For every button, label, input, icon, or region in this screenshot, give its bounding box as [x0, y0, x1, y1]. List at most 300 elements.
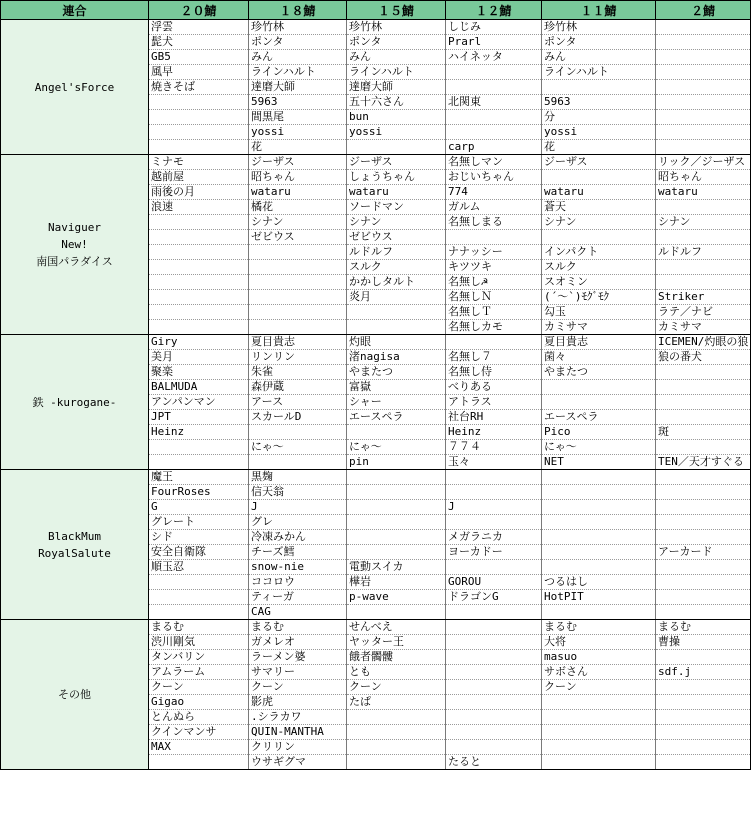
member-cell: 774	[446, 185, 542, 200]
alliance-name: Angel'sForce	[34, 80, 115, 94]
member-cell: 菌々	[542, 350, 656, 365]
member-cell: にゃ～	[249, 440, 347, 455]
alliance-name-cell	[1, 155, 149, 335]
member-cell: 影虎	[249, 695, 347, 710]
member-cell: wataru	[656, 185, 751, 200]
member-cell: 朱雀	[249, 365, 347, 380]
member-cell	[542, 500, 656, 515]
member-cell	[542, 170, 656, 185]
table-row	[1, 155, 751, 170]
table-row	[1, 20, 751, 35]
member-cell: キツツキ	[446, 260, 542, 275]
member-cell: 名無しＴ	[446, 305, 542, 320]
member-cell: ラテ／ナビ	[656, 305, 751, 320]
member-cell	[249, 245, 347, 260]
member-cell: p-wave	[347, 590, 446, 605]
member-cell	[656, 125, 751, 140]
member-cell: 五十六さん	[347, 95, 446, 110]
member-cell: スルク	[347, 260, 446, 275]
member-cell	[656, 710, 751, 725]
member-cell	[656, 500, 751, 515]
member-cell	[149, 215, 249, 230]
member-cell	[347, 755, 446, 770]
member-cell: 名無しまる	[446, 215, 542, 230]
member-cell: クーン	[249, 680, 347, 695]
member-cell	[347, 545, 446, 560]
member-cell: リンリン	[249, 350, 347, 365]
member-cell: スオミン	[542, 275, 656, 290]
member-cell	[542, 80, 656, 95]
member-cell: ラインハルト	[347, 65, 446, 80]
member-cell: NET	[542, 455, 656, 470]
member-cell	[656, 380, 751, 395]
member-cell	[446, 80, 542, 95]
member-cell	[656, 35, 751, 50]
member-cell: 雨後の月	[149, 185, 249, 200]
member-cell: みん	[347, 50, 446, 65]
member-cell: 社台RH	[446, 410, 542, 425]
member-cell	[446, 650, 542, 665]
member-cell: sdf.j	[656, 665, 751, 680]
member-cell: ココロウ	[249, 575, 347, 590]
member-cell: 黒麹	[249, 470, 347, 485]
member-cell: アース	[249, 395, 347, 410]
table-row	[1, 620, 751, 635]
member-cell: 昭ちゃん	[656, 170, 751, 185]
member-cell: Heinz	[149, 425, 249, 440]
member-cell: サマリー	[249, 665, 347, 680]
member-cell: アムラーム	[149, 665, 249, 680]
member-cell	[656, 95, 751, 110]
member-cell	[347, 500, 446, 515]
member-cell	[446, 230, 542, 245]
member-cell	[347, 515, 446, 530]
member-cell	[149, 125, 249, 140]
member-cell	[446, 710, 542, 725]
member-cell: 勾玉	[542, 305, 656, 320]
member-cell: ゼビウス	[249, 230, 347, 245]
member-cell	[347, 485, 446, 500]
member-cell: やまたつ	[542, 365, 656, 380]
member-cell	[656, 365, 751, 380]
member-cell: サボさん	[542, 665, 656, 680]
member-cell	[542, 740, 656, 755]
member-cell	[347, 530, 446, 545]
member-cell: 浪速	[149, 200, 249, 215]
member-cell	[249, 455, 347, 470]
member-cell: 名無し侍	[446, 365, 542, 380]
member-cell	[542, 530, 656, 545]
member-cell: ガメレオ	[249, 635, 347, 650]
member-cell	[149, 95, 249, 110]
member-cell: チーズ鱈	[249, 545, 347, 560]
member-cell	[656, 110, 751, 125]
member-cell	[446, 695, 542, 710]
member-cell	[347, 725, 446, 740]
member-cell	[542, 470, 656, 485]
member-cell: 富嶽	[347, 380, 446, 395]
member-cell	[656, 395, 751, 410]
member-cell: 髭犬	[149, 35, 249, 50]
member-cell: ポンタ	[542, 35, 656, 50]
header-server: ２鯖	[656, 1, 751, 20]
member-cell: ラインハルト	[542, 65, 656, 80]
member-cell: 5963	[249, 95, 347, 110]
member-cell: 達磨大師	[249, 80, 347, 95]
member-cell: Pico	[542, 425, 656, 440]
member-cell: ラインハルト	[249, 65, 347, 80]
member-cell: ガルム	[446, 200, 542, 215]
member-cell	[249, 305, 347, 320]
member-cell	[446, 470, 542, 485]
member-cell: 珍竹林	[347, 20, 446, 35]
member-cell: おじいちゃん	[446, 170, 542, 185]
member-cell: シャー	[347, 395, 446, 410]
header-server: １５鯖	[347, 1, 446, 20]
member-cell: ナナッシー	[446, 245, 542, 260]
member-cell: シナン	[542, 215, 656, 230]
member-cell: 越前屋	[149, 170, 249, 185]
member-cell: たると	[446, 755, 542, 770]
member-cell: 名無しカモ	[446, 320, 542, 335]
member-cell: ７７４	[446, 440, 542, 455]
member-cell: まるむ	[656, 620, 751, 635]
member-cell	[656, 725, 751, 740]
member-cell	[656, 530, 751, 545]
member-cell: bun	[347, 110, 446, 125]
member-cell	[656, 410, 751, 425]
member-cell	[542, 380, 656, 395]
member-cell	[446, 740, 542, 755]
member-cell: クーン	[347, 680, 446, 695]
member-cell: メガラニカ	[446, 530, 542, 545]
table-row	[1, 470, 751, 485]
member-cell: ドラゴンG	[446, 590, 542, 605]
member-cell: アトラス	[446, 395, 542, 410]
member-cell: 渋川剛気	[149, 635, 249, 650]
member-cell: とんぬら	[149, 710, 249, 725]
alliance-name: 南国パラダイス	[36, 255, 113, 268]
member-cell: 珍竹林	[542, 20, 656, 35]
member-cell: 花	[249, 140, 347, 155]
member-cell: タンバリン	[149, 650, 249, 665]
member-cell	[656, 605, 751, 620]
member-cell: べりある	[446, 380, 542, 395]
member-cell: まるむ	[149, 620, 249, 635]
member-cell	[446, 725, 542, 740]
alliance-name-cell	[1, 20, 149, 155]
member-cell: Heinz	[446, 425, 542, 440]
member-cell	[347, 710, 446, 725]
member-cell: 餓者髑髏	[347, 650, 446, 665]
header-alliance: 連合	[1, 1, 149, 20]
member-cell: 北関東	[446, 95, 542, 110]
member-cell: まるむ	[249, 620, 347, 635]
member-cell	[446, 560, 542, 575]
member-cell: シナン	[347, 215, 446, 230]
table-body	[1, 20, 751, 770]
header-row	[1, 1, 751, 20]
member-cell	[149, 290, 249, 305]
member-cell: リック／ジーザス	[656, 155, 751, 170]
member-cell: せんべえ	[347, 620, 446, 635]
member-cell	[446, 680, 542, 695]
member-cell: 名無しＮ	[446, 290, 542, 305]
member-cell: やまたつ	[347, 365, 446, 380]
member-cell: ラーメン婆	[249, 650, 347, 665]
member-cell: 炎月	[347, 290, 446, 305]
member-cell: 橘花	[249, 200, 347, 215]
member-cell: G	[149, 500, 249, 515]
member-cell: インパクト	[542, 245, 656, 260]
member-cell	[149, 305, 249, 320]
member-cell	[656, 80, 751, 95]
member-cell: ジーザス	[347, 155, 446, 170]
member-cell: カミサマ	[542, 320, 656, 335]
member-cell: カミサマ	[656, 320, 751, 335]
header-server: １１鯖	[542, 1, 656, 20]
member-cell	[347, 305, 446, 320]
member-cell	[656, 740, 751, 755]
table-row	[1, 335, 751, 350]
member-cell: J	[249, 500, 347, 515]
member-cell	[656, 755, 751, 770]
member-cell: 渚nagisa	[347, 350, 446, 365]
member-cell: TEN／天才すぐる	[656, 455, 751, 470]
member-cell: 玉々	[446, 455, 542, 470]
member-cell: スルク	[542, 260, 656, 275]
member-cell	[446, 665, 542, 680]
member-cell	[249, 275, 347, 290]
member-cell	[446, 635, 542, 650]
member-cell	[249, 320, 347, 335]
member-cell: ソードマン	[347, 200, 446, 215]
member-cell	[149, 260, 249, 275]
member-cell: Giry	[149, 335, 249, 350]
member-cell: 信天翁	[249, 485, 347, 500]
member-cell: wataru	[249, 185, 347, 200]
member-cell: 夏目貴志	[542, 335, 656, 350]
member-cell	[149, 110, 249, 125]
member-cell	[149, 440, 249, 455]
member-cell: 風早	[149, 65, 249, 80]
header-server: １８鯖	[249, 1, 347, 20]
member-cell: ルドルフ	[347, 245, 446, 260]
member-cell	[542, 485, 656, 500]
member-cell: Prarl	[446, 35, 542, 50]
member-cell	[347, 140, 446, 155]
member-cell: ミナモ	[149, 155, 249, 170]
member-cell: 名無し７	[446, 350, 542, 365]
alliance-name: その他	[58, 688, 91, 701]
member-cell: 珍竹林	[249, 20, 347, 35]
member-cell: 間黒尾	[249, 110, 347, 125]
member-cell: ジーザス	[542, 155, 656, 170]
member-cell	[542, 725, 656, 740]
member-cell: グレート	[149, 515, 249, 530]
member-cell: yossi	[347, 125, 446, 140]
member-cell	[656, 575, 751, 590]
member-cell: GOROU	[446, 575, 542, 590]
member-cell	[656, 695, 751, 710]
alliance-name-cell	[1, 470, 149, 620]
member-cell	[149, 575, 249, 590]
member-cell: たぱ	[347, 695, 446, 710]
member-cell: ポンタ	[249, 35, 347, 50]
member-cell: エースペラ	[542, 410, 656, 425]
member-cell	[446, 110, 542, 125]
member-cell: ジーザス	[249, 155, 347, 170]
member-cell	[656, 50, 751, 65]
member-cell	[656, 140, 751, 155]
member-cell: みん	[249, 50, 347, 65]
member-cell	[542, 710, 656, 725]
member-cell	[249, 290, 347, 305]
member-cell	[347, 605, 446, 620]
member-cell: シナン	[656, 215, 751, 230]
member-cell: Striker	[656, 290, 751, 305]
member-cell	[149, 275, 249, 290]
member-cell: .シラカワ	[249, 710, 347, 725]
member-cell: かかしタルト	[347, 275, 446, 290]
header-server: ２０鯖	[149, 1, 249, 20]
member-cell: 焼きそば	[149, 80, 249, 95]
member-cell: 樺岩	[347, 575, 446, 590]
member-cell	[656, 470, 751, 485]
member-cell	[149, 455, 249, 470]
alliance-name: Naviguer	[48, 221, 101, 234]
member-cell	[446, 125, 542, 140]
member-cell: 昭ちゃん	[249, 170, 347, 185]
member-cell: yossi	[249, 125, 347, 140]
member-cell: 聚楽	[149, 365, 249, 380]
member-cell: ヨーカドー	[446, 545, 542, 560]
member-cell: クーン	[542, 680, 656, 695]
member-cell: ゼビウス	[347, 230, 446, 245]
member-cell: (´～`)ﾓｸﾞﾓｸ	[542, 290, 656, 305]
member-cell	[347, 470, 446, 485]
member-cell	[656, 260, 751, 275]
member-cell: Gigao	[149, 695, 249, 710]
member-cell: 森伊蔵	[249, 380, 347, 395]
alliance-name: New!	[61, 238, 88, 251]
member-cell: 灼眼	[347, 335, 446, 350]
member-cell	[347, 425, 446, 440]
member-cell: アーカード	[656, 545, 751, 560]
member-cell: wataru	[347, 185, 446, 200]
member-cell: CAG	[249, 605, 347, 620]
member-cell: ポンタ	[347, 35, 446, 50]
member-cell	[149, 245, 249, 260]
member-cell: ハイネッタ	[446, 50, 542, 65]
member-cell	[656, 515, 751, 530]
member-cell: QUIN-MANTHA	[249, 725, 347, 740]
member-cell: 夏目貴志	[249, 335, 347, 350]
member-cell: 順玉忍	[149, 560, 249, 575]
member-cell: にゃ～	[542, 440, 656, 455]
member-cell: 名無しマン	[446, 155, 542, 170]
member-cell	[542, 755, 656, 770]
member-cell	[446, 65, 542, 80]
member-cell: MAX	[149, 740, 249, 755]
member-cell: BALMUDA	[149, 380, 249, 395]
member-cell	[149, 230, 249, 245]
member-cell: 冷凍みかん	[249, 530, 347, 545]
member-cell	[542, 395, 656, 410]
alliance-name: 鉄 -kurogane-	[32, 395, 117, 409]
member-cell: 分	[542, 110, 656, 125]
member-cell: にゃ～	[347, 440, 446, 455]
member-cell	[347, 740, 446, 755]
member-cell	[656, 440, 751, 455]
member-cell: ルドルフ	[656, 245, 751, 260]
member-cell	[446, 515, 542, 530]
member-cell: ICEMEN/灼眼の狼	[656, 335, 751, 350]
member-cell: 美月	[149, 350, 249, 365]
member-cell	[656, 20, 751, 35]
member-cell: 蒼天	[542, 200, 656, 215]
member-cell: 狼の番犬	[656, 350, 751, 365]
member-cell: 名無し☭	[446, 275, 542, 290]
member-cell	[446, 620, 542, 635]
member-cell: とも	[347, 665, 446, 680]
member-cell	[542, 230, 656, 245]
member-cell: シナン	[249, 215, 347, 230]
member-cell: 魔王	[149, 470, 249, 485]
member-cell: pin	[347, 455, 446, 470]
member-cell: FourRoses	[149, 485, 249, 500]
member-cell: つるはし	[542, 575, 656, 590]
member-cell: GB5	[149, 50, 249, 65]
member-cell: ウサギグマ	[249, 755, 347, 770]
member-cell: 電動スイカ	[347, 560, 446, 575]
member-cell: エースペラ	[347, 410, 446, 425]
member-cell	[542, 605, 656, 620]
member-cell	[149, 605, 249, 620]
member-cell	[656, 560, 751, 575]
member-cell	[446, 335, 542, 350]
member-cell	[149, 140, 249, 155]
member-cell: 安全自衛隊	[149, 545, 249, 560]
member-cell: JPT	[149, 410, 249, 425]
member-cell	[656, 485, 751, 500]
member-cell: グレ	[249, 515, 347, 530]
member-cell	[446, 485, 542, 500]
member-cell	[149, 590, 249, 605]
member-cell	[656, 590, 751, 605]
member-cell: 花	[542, 140, 656, 155]
member-cell	[446, 605, 542, 620]
member-cell: しじみ	[446, 20, 542, 35]
alliance-name-cell	[1, 620, 149, 770]
member-cell: シド	[149, 530, 249, 545]
member-cell: HotPIT	[542, 590, 656, 605]
member-cell: 浮雲	[149, 20, 249, 35]
member-cell: wataru	[542, 185, 656, 200]
member-cell: carp	[446, 140, 542, 155]
member-cell: 達磨大師	[347, 80, 446, 95]
member-cell: アンパンマン	[149, 395, 249, 410]
member-cell: 曹操	[656, 635, 751, 650]
member-cell	[249, 425, 347, 440]
member-cell: masuo	[542, 650, 656, 665]
member-cell: 大将	[542, 635, 656, 650]
member-cell	[542, 695, 656, 710]
member-cell: まるむ	[542, 620, 656, 635]
member-cell	[656, 65, 751, 80]
member-cell	[542, 545, 656, 560]
member-cell: ヤッター王	[347, 635, 446, 650]
